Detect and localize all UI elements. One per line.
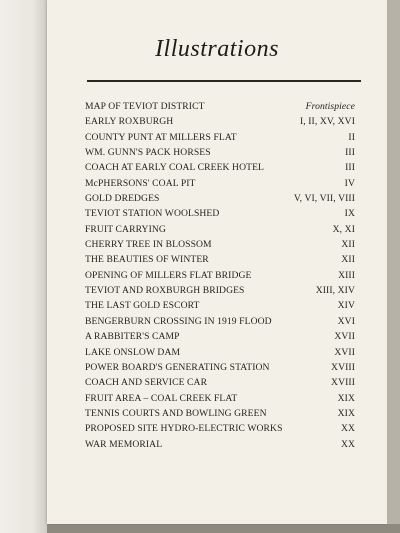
illustration-caption: FRUIT AREA – COAL CREEK FLAT xyxy=(85,392,238,404)
list-item xyxy=(85,147,355,162)
plate-reference: III xyxy=(345,162,355,174)
plate-reference: XII xyxy=(341,239,355,251)
list-item xyxy=(85,393,355,408)
title-rule xyxy=(87,80,361,82)
book-gutter xyxy=(0,0,47,533)
illustration-caption: THE LAST GOLD ESCORT xyxy=(85,300,200,312)
illustration-caption: BENGERBURN CROSSING IN 1919 FLOOD xyxy=(85,315,272,327)
plate-reference: XVII xyxy=(334,346,355,358)
plate-reference: III xyxy=(345,147,355,159)
illustration-caption: WM. GUNN'S PACK HORSES xyxy=(85,147,211,159)
plate-reference: XIX xyxy=(337,392,355,404)
illustration-caption: GOLD DREDGES xyxy=(85,193,160,205)
plate-reference: XIII, XIV xyxy=(315,285,355,297)
illustration-caption: COUNTY PUNT AT MILLERS FLAT xyxy=(85,131,237,143)
illustration-caption: PROPOSED SITE HYDRO-ELECTRIC WORKS xyxy=(85,423,283,435)
list-item xyxy=(85,208,355,223)
list-item xyxy=(85,377,355,392)
plate-reference: XVI xyxy=(337,315,355,327)
book-page xyxy=(47,0,387,524)
list-item xyxy=(85,408,355,423)
illustration-caption: WAR MEMORIAL xyxy=(85,438,163,450)
plate-reference: XVII xyxy=(334,331,355,343)
list-item xyxy=(85,101,355,116)
page-title: Illustrations xyxy=(155,36,279,62)
illustration-caption: McPHERSONS' COAL PIT xyxy=(85,177,196,189)
list-item xyxy=(85,439,355,454)
list-item xyxy=(85,270,355,285)
plate-reference: XIII xyxy=(338,269,355,281)
list-item xyxy=(85,362,355,377)
plate-reference: XVIII xyxy=(331,361,355,373)
plate-reference: XX xyxy=(340,438,355,450)
plate-reference: IX xyxy=(344,208,355,220)
illustration-caption: MAP OF TEVIOT DISTRICT xyxy=(85,101,205,112)
plate-reference: II xyxy=(348,131,355,143)
plate-reference: XVIII xyxy=(331,377,355,389)
illustration-caption: FRUIT CARRYING xyxy=(85,223,166,235)
list-item xyxy=(85,162,355,177)
illustrations-list xyxy=(85,101,355,454)
list-item xyxy=(85,193,355,208)
illustration-caption: TENNIS COURTS AND BOWLING GREEN xyxy=(85,407,267,419)
list-item xyxy=(85,116,355,131)
page-edge-bottom xyxy=(47,524,400,533)
illustration-caption: POWER BOARD'S GENERATING STATION xyxy=(85,361,270,373)
list-item xyxy=(85,178,355,193)
illustration-caption: CHERRY TREE IN BLOSSOM xyxy=(85,239,212,251)
illustration-caption: LAKE ONSLOW DAM xyxy=(85,346,181,358)
plate-reference: I, II, XV, XVI xyxy=(299,116,355,128)
list-item xyxy=(85,300,355,315)
plate-reference: XIV xyxy=(337,300,355,312)
list-item xyxy=(85,347,355,362)
plate-reference: V, VI, VII, VIII xyxy=(293,193,355,205)
page-edge-right xyxy=(387,0,400,533)
illustration-caption: OPENING OF MILLERS FLAT BRIDGE xyxy=(85,269,252,281)
illustration-caption: COACH AT EARLY COAL CREEK HOTEL xyxy=(85,162,264,174)
list-item xyxy=(85,423,355,438)
illustration-caption: EARLY ROXBURGH xyxy=(85,116,174,128)
plate-reference: XIX xyxy=(337,407,355,419)
plate-reference: Frontispiece xyxy=(305,101,355,112)
illustration-caption: COACH AND SERVICE CAR xyxy=(85,377,208,389)
plate-reference: IV xyxy=(344,177,355,189)
illustration-caption: TEVIOT AND ROXBURGH BRIDGES xyxy=(85,285,245,297)
list-item xyxy=(85,331,355,346)
illustration-caption: A RABBITER'S CAMP xyxy=(85,331,180,343)
list-item xyxy=(85,316,355,331)
list-item xyxy=(85,285,355,300)
list-item xyxy=(85,239,355,254)
illustration-caption: THE BEAUTIES OF WINTER xyxy=(85,254,209,266)
list-item xyxy=(85,254,355,269)
plate-reference: X, XI xyxy=(332,223,355,235)
illustration-caption: TEVIOT STATION WOOLSHED xyxy=(85,208,220,220)
plate-reference: XII xyxy=(341,254,355,266)
plate-reference: XX xyxy=(340,423,355,435)
list-item xyxy=(85,132,355,147)
list-item xyxy=(85,224,355,239)
